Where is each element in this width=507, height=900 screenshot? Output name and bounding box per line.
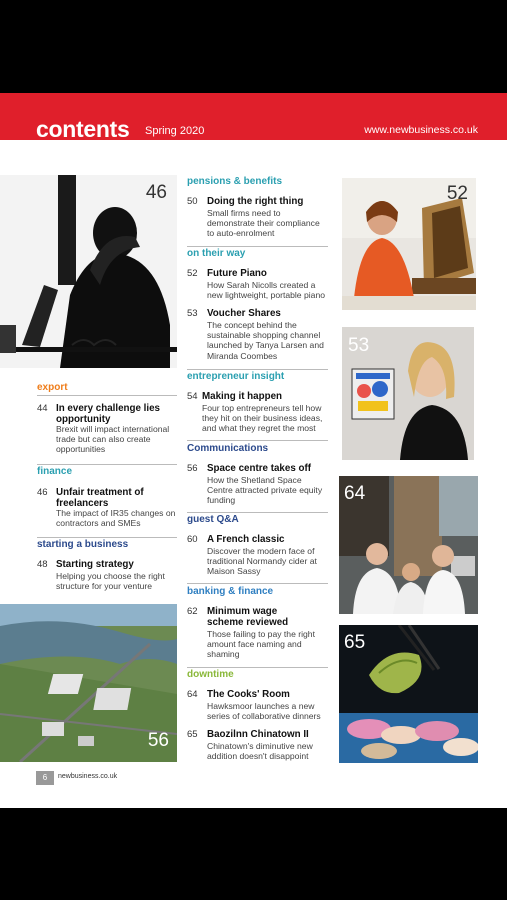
entry-description: The impact of IR35 changes on contractors and SMEs [56, 508, 176, 529]
photo-65-number: 65 [344, 632, 366, 653]
divider [187, 512, 328, 513]
category-finance: finance [37, 466, 73, 477]
divider [37, 464, 177, 465]
entry-headline: Future Piano [207, 268, 267, 279]
category-export: export [37, 382, 68, 393]
entry-description: The concept behind the sustainable shopping channel launched by Tanya Larsen and Miranda Coombes [207, 320, 324, 361]
page-number: 64 [187, 689, 198, 700]
entry-headline: Space centre takes off [207, 463, 312, 474]
category-starting-business: starting a business [37, 539, 129, 550]
entry-headline: In every challenge lies opportunity [56, 403, 161, 425]
divider [37, 395, 177, 396]
entry-headline: Doing the right thing [207, 196, 304, 207]
divider [187, 667, 328, 668]
page-number: 62 [187, 606, 198, 617]
page-number: 54 [187, 391, 198, 402]
photo-46-number: 46 [145, 182, 167, 203]
category-entrepreneur-insight: entrepreneur insight [187, 371, 285, 382]
entry-description: How the Shetland Space Centre attracted private equity funding [207, 475, 323, 506]
entry-description: How Sarah Nicolls created a new lightweight, portable piano [207, 280, 326, 301]
entry-description: Those failing to pay the right amount face naming and shaming [207, 629, 315, 660]
photo-53-number: 53 [348, 335, 370, 356]
divider [187, 440, 328, 441]
footer-brand: newbusiness.co.uk [58, 773, 118, 780]
entry-description: Brexit will impact international trade but can also create opportunities [56, 424, 170, 455]
category-guest-qa: guest Q&A [187, 514, 239, 525]
divider [187, 369, 328, 370]
photo-53[interactable] [342, 327, 474, 460]
entry-description: Discover the modern face of traditional Normandy cider at Maison Sassy [207, 546, 317, 577]
page-number: 53 [187, 308, 198, 319]
page-footer [0, 769, 507, 789]
page-number: 65 [187, 729, 198, 740]
entry-headline: Baozilnn Chinatown II [207, 729, 309, 740]
category-communications: Communications [187, 443, 269, 454]
photo-56-number: 56 [147, 730, 169, 751]
photo-65[interactable] [339, 625, 478, 763]
entry-headline: A French classic [207, 534, 285, 545]
photo-64-number: 64 [344, 483, 366, 504]
entry-description: Helping you choose the right structure for your venture [56, 571, 165, 592]
page-title: contents [36, 116, 130, 142]
entry-description: Small firms need to demonstrate their compliance to auto-enrolment [207, 208, 320, 239]
page-number: 44 [37, 403, 48, 414]
issue-label: Spring 2020 [145, 125, 205, 137]
photo-46[interactable] [0, 175, 177, 368]
page-number: 56 [187, 463, 198, 474]
page-number: 46 [37, 487, 48, 498]
photo-56[interactable] [0, 604, 177, 762]
category-downtime: downtime [187, 669, 234, 680]
divider [187, 583, 328, 584]
page-number: 60 [187, 534, 198, 545]
entry-description: Four top entrepreneurs tell how they hit on their business ideas, and what they regret the most [202, 403, 323, 434]
divider [37, 537, 177, 538]
entry-headline: The Cooks' Room [207, 689, 290, 700]
page-number: 50 [187, 196, 198, 207]
photo-52[interactable] [342, 178, 476, 310]
category-pensions: pensions & benefits [187, 176, 283, 187]
category-banking: banking & finance [187, 586, 274, 597]
footer-page-number: 6 [36, 771, 54, 785]
site-url[interactable]: www.newbusiness.co.uk [364, 124, 478, 136]
page-number: 48 [37, 559, 48, 570]
entry-headline: Voucher Shares [207, 308, 281, 319]
magazine-page [0, 93, 507, 808]
category-on-their-way: on their way [187, 248, 246, 259]
entry-headline: Unfair treatment of freelancers [56, 487, 144, 509]
photo-64[interactable] [339, 476, 478, 614]
divider [187, 246, 328, 247]
photo-52-number: 52 [446, 183, 468, 204]
entry-headline: Minimum wage scheme reviewed [207, 606, 289, 628]
entry-description: Hawksmoor launches a new series of collaborative dinners [207, 701, 321, 722]
page-number: 52 [187, 268, 198, 279]
entry-description: Chinatown's diminutive new addition doesn't disappoint [207, 741, 313, 762]
entry-headline: Starting strategy [56, 559, 134, 570]
header-band [0, 93, 507, 140]
entry-headline: Making it happen [202, 391, 283, 402]
